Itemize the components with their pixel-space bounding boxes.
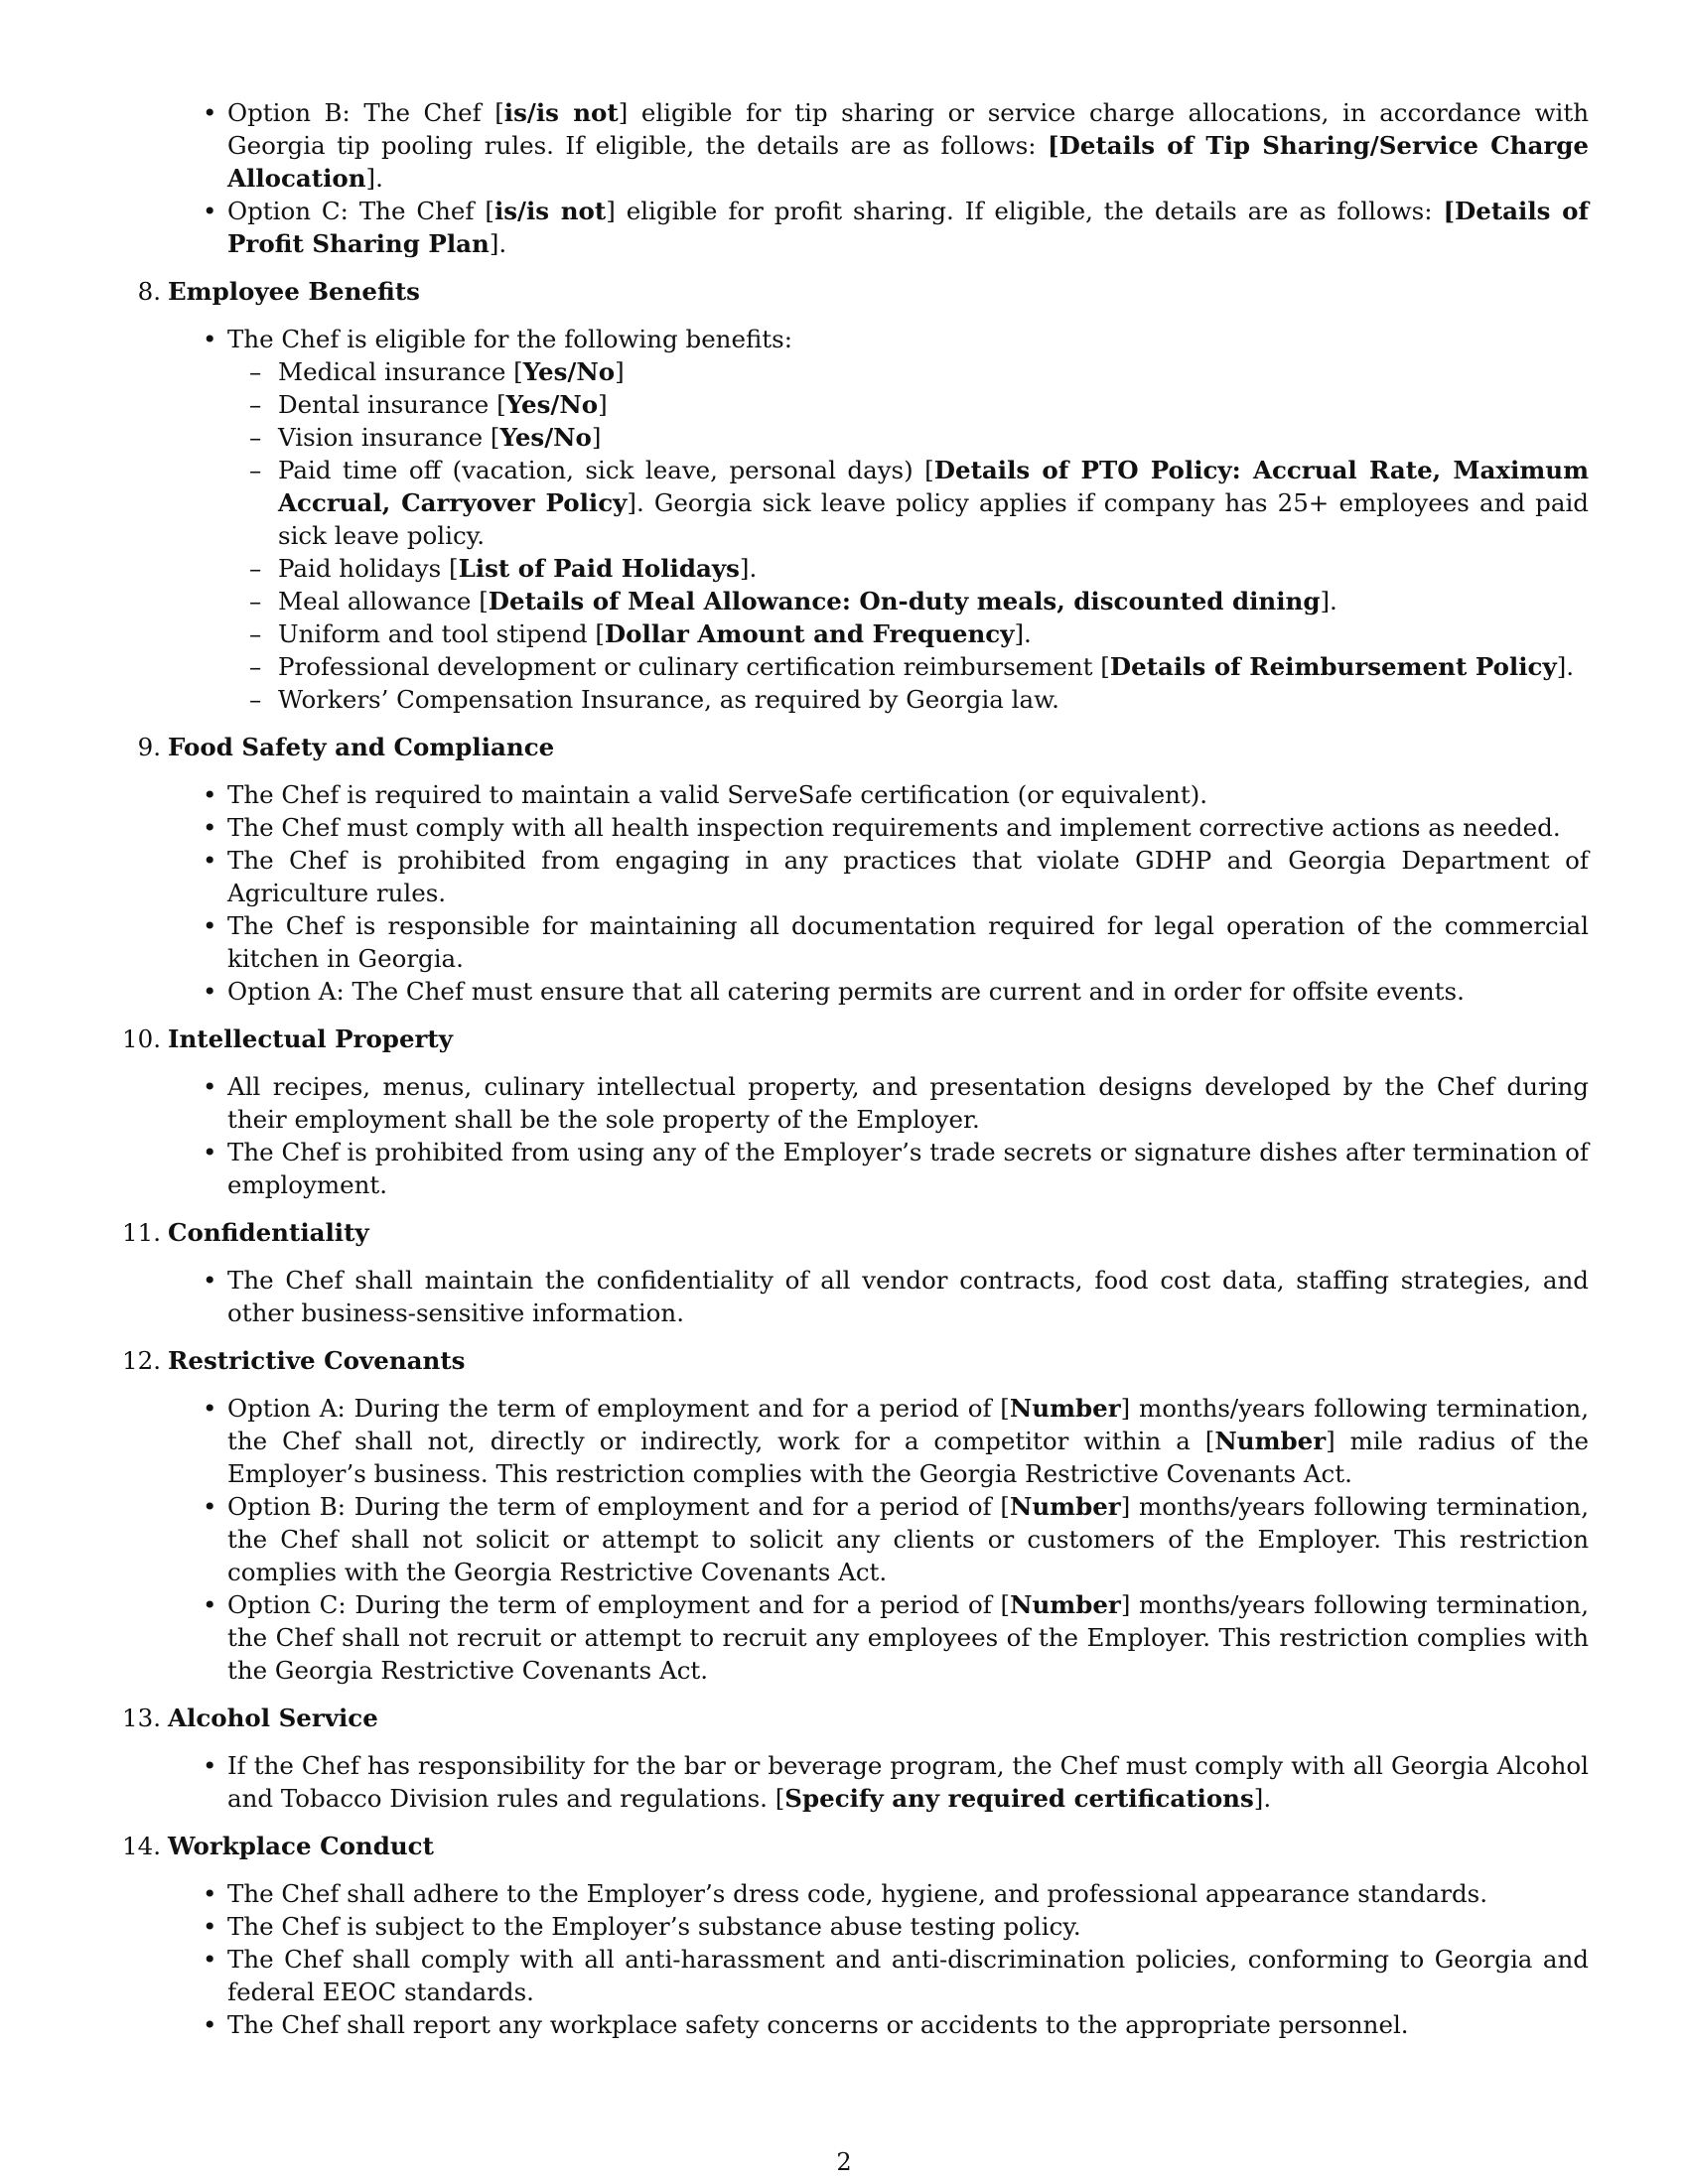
bullet-list — [129, 1070, 1589, 1201]
text-run: The Chef shall adhere to the Employer’s dress code, hygiene, and professional appearance standards. — [227, 1879, 1488, 1908]
section-heading — [122, 1702, 1589, 1734]
section-title: Confidentiality — [168, 1218, 369, 1247]
text-run: Option A: During the term of employment and for a period of [ — [227, 1394, 1010, 1423]
text-run: The Chef must comply with all health inspection requirements and implement corrective actions as needed. — [227, 813, 1561, 842]
sub-list-item — [129, 552, 1589, 585]
text-run: Option B: The Chef — [227, 98, 495, 127]
sub-list-item — [129, 617, 1589, 650]
list-item — [129, 1392, 1589, 1490]
bold-placeholder-text: Details of Tip Sharing/Service Charge Allocation — [227, 131, 1589, 193]
text-run: Uniform and tool stipend [ — [278, 619, 605, 648]
list-item — [129, 1588, 1589, 1687]
section-title: Restrictive Covenants — [168, 1346, 466, 1375]
bullet-list — [129, 1264, 1589, 1329]
text-run: ] months/years following termination, the Chef shall not, directly or indirectly, work for a competitor within a [ — [227, 1394, 1589, 1455]
text-run: Paid holidays [ — [278, 554, 459, 583]
text-run: Medical insurance [ — [278, 357, 523, 386]
bold-placeholder-text: Yes/No — [505, 390, 599, 419]
text-run: ]. Georgia sick leave policy applies if company has 25+ employees and paid sick leave policy. — [278, 488, 1589, 550]
section — [129, 275, 1589, 716]
bold-placeholder-text: Number — [1214, 1427, 1327, 1455]
list-item — [129, 778, 1589, 811]
text-run: The Chef shall report any workplace safety concerns or accidents to the appropriate personnel. — [227, 2010, 1409, 2039]
section — [122, 1023, 1589, 1201]
text-run: ] — [591, 423, 602, 452]
section — [122, 1344, 1589, 1687]
bold-placeholder-text: Dollar Amount and Frequency — [604, 619, 1015, 648]
sub-list-item — [129, 650, 1589, 683]
bullet-list — [129, 1749, 1589, 1815]
section-heading — [122, 1216, 1589, 1249]
text-run: The Chef shall maintain the confidentiality of all vendor contracts, food cost data, staffing strategies, and other business-sensitive information. — [227, 1266, 1589, 1327]
bold-placeholder-text: is/is not — [493, 197, 607, 225]
text-run: [ — [494, 98, 504, 127]
text-run: Option C: The Chef [ — [227, 197, 494, 225]
section-number: 9. — [137, 733, 161, 761]
text-run: The Chef is prohibited from engaging in any practices that violate GDHP and Georgia Department of Agriculture rules. — [227, 846, 1589, 907]
sub-list-item — [129, 421, 1589, 454]
text-run: ] months/years following termination, the Chef shall not solicit or attempt to solicit any clients or customers of the Employer. This restriction complies with the Georgia Restrictive Covenants Act. — [227, 1492, 1589, 1586]
text-run: ]. — [1556, 652, 1575, 681]
section-number: 14. — [122, 1832, 161, 1860]
text-run: Option B: During the term of employment and for a period of [ — [227, 1492, 1010, 1521]
text-run: ] months/years following termination, the Chef shall not recruit or attempt to recruit any employees of the Employer. This restriction complies with the Georgia Restrictive Covenants Act. — [227, 1590, 1589, 1685]
section — [122, 1830, 1589, 2041]
bold-placeholder-text: [ — [1048, 131, 1059, 160]
bold-placeholder-text: Details of PTO Policy: Accrual Rate, Maximum Accrual, Carryover Policy — [278, 456, 1589, 517]
text-run: ] mile radius of the Employer’s business. This restriction complies with the Georgia Restrictive Covenants Act. — [227, 1427, 1589, 1488]
bold-placeholder-text: Yes/No — [522, 357, 616, 386]
list-item — [129, 1136, 1589, 1201]
bold-placeholder-text: [Details of Profit Sharing Plan — [227, 197, 1590, 258]
list-item — [129, 1070, 1589, 1136]
bold-placeholder-text: List of Paid Holidays — [458, 554, 740, 583]
bold-placeholder-text: is/is not — [503, 98, 619, 127]
text-run: The Chef is required to maintain a valid ServeSafe certification (or equivalent). — [227, 780, 1208, 809]
text-run: ]. — [365, 164, 383, 193]
bullet-list — [129, 1392, 1589, 1687]
bold-placeholder-text: Number — [1010, 1590, 1121, 1619]
bold-placeholder-text: Specify any required certifications — [784, 1784, 1254, 1813]
list-item — [129, 96, 1589, 195]
section-number: 11. — [122, 1218, 161, 1247]
section-number: 13. — [122, 1704, 161, 1732]
sub-list-item — [129, 585, 1589, 617]
text-run: ]. — [739, 554, 758, 583]
list-item — [129, 811, 1589, 844]
section — [129, 731, 1589, 1008]
bold-placeholder-text: Number — [1009, 1492, 1121, 1521]
bold-placeholder-text: Details of Meal Allowance: On-duty meals, discounted dining — [488, 587, 1321, 615]
section-heading — [129, 731, 1589, 763]
list-item — [129, 909, 1589, 975]
text-run: ]. — [1320, 587, 1337, 615]
list-item — [129, 1943, 1589, 2008]
section-heading — [129, 275, 1589, 308]
section-list — [122, 275, 1589, 2041]
list-item — [129, 975, 1589, 1008]
text-run: Professional development or culinary certification reimbursement [ — [278, 652, 1110, 681]
text-run: Workers’ Compensation Insurance, as required by Georgia law. — [278, 685, 1059, 714]
list-item — [129, 1910, 1589, 1943]
text-run: The Chef is prohibited from using any of the Employer’s trade secrets or signature dishes after termination of employment. — [227, 1138, 1589, 1199]
list-item — [129, 1749, 1589, 1815]
bold-placeholder-text: Yes/No — [499, 423, 592, 452]
section — [122, 1216, 1589, 1329]
list-item — [129, 323, 1589, 716]
text-run: All recipes, menus, culinary intellectual property, and presentation designs developed by the Chef during their employment shall be the sole property of the Employer. — [227, 1072, 1589, 1134]
section-heading — [122, 1344, 1589, 1377]
text-run: ] eligible for profit sharing. If eligible, the details are as follows: — [606, 197, 1444, 225]
continued-option-list — [129, 96, 1589, 260]
sub-list-item — [129, 454, 1589, 552]
text-run: Option C: During the term of employment and for a period of [ — [227, 1590, 1011, 1619]
bold-placeholder-text: Number — [1009, 1394, 1121, 1423]
bullet-list — [129, 1877, 1589, 2041]
section — [122, 1702, 1589, 1815]
section-title: Intellectual Property — [168, 1024, 453, 1053]
text-run: If the Chef has responsibility for the bar or beverage program, the Chef must comply with all Georgia Alcohol and Tobacco Division rules and regulations. [ — [227, 1751, 1589, 1813]
bullet-list — [129, 778, 1589, 1008]
text-run: Dental insurance [ — [278, 390, 506, 419]
section-title: Employee Benefits — [168, 277, 420, 306]
list-item — [129, 1877, 1589, 1910]
list-item — [129, 1490, 1589, 1588]
section-title: Workplace Conduct — [168, 1832, 434, 1860]
text-run: ] — [615, 357, 625, 386]
text-run: ]. — [1014, 619, 1032, 648]
bullet-list — [129, 323, 1589, 716]
text-run: ]. — [489, 229, 507, 258]
text-run: ]. — [1253, 1784, 1272, 1813]
text-run: The Chef is eligible for the following benefits: — [227, 325, 792, 353]
list-item — [129, 1264, 1589, 1329]
list-item — [129, 2008, 1589, 2041]
text-run: The Chef is subject to the Employer’s substance abuse testing policy. — [227, 1912, 1081, 1941]
sub-list-item — [129, 355, 1589, 388]
section-title: Food Safety and Compliance — [168, 733, 555, 761]
sub-list-item — [129, 683, 1589, 716]
sub-list-item — [129, 388, 1589, 421]
page-number: 2 — [836, 2148, 852, 2176]
section-number: 10. — [122, 1024, 161, 1053]
list-item — [129, 844, 1589, 909]
text-run: The Chef is responsible for maintaining all documentation required for legal operation of the commercial kitchen in Georgia. — [227, 911, 1589, 973]
list-item — [129, 195, 1589, 260]
sub-list — [129, 355, 1589, 716]
text-run: Vision insurance [ — [278, 423, 500, 452]
text-run: ] — [598, 390, 608, 419]
section-heading — [122, 1830, 1589, 1862]
section-heading — [122, 1023, 1589, 1055]
text-run: Meal allowance [ — [278, 587, 489, 615]
text-run: ] eligible for tip sharing or service charge allocations, in accordance with Georgia tip pooling rules. If eligible, the details are as follows: — [227, 98, 1589, 160]
text-run: Paid time off (vacation, sick leave, personal days) [ — [278, 456, 934, 484]
bold-placeholder-text: Details of Reimbursement Policy — [1109, 652, 1557, 681]
document-page-body — [122, 96, 1590, 2041]
section-title: Alcohol Service — [168, 1704, 378, 1732]
section-number: 8. — [137, 277, 161, 306]
text-run: The Chef shall comply with all anti-harassment and anti-discrimination policies, conforming to Georgia and federal EEOC standards. — [227, 1945, 1589, 2006]
text-run: Option A: The Chef must ensure that all catering permits are current and in order for offsite events. — [227, 977, 1465, 1006]
section-number: 12. — [122, 1346, 161, 1375]
